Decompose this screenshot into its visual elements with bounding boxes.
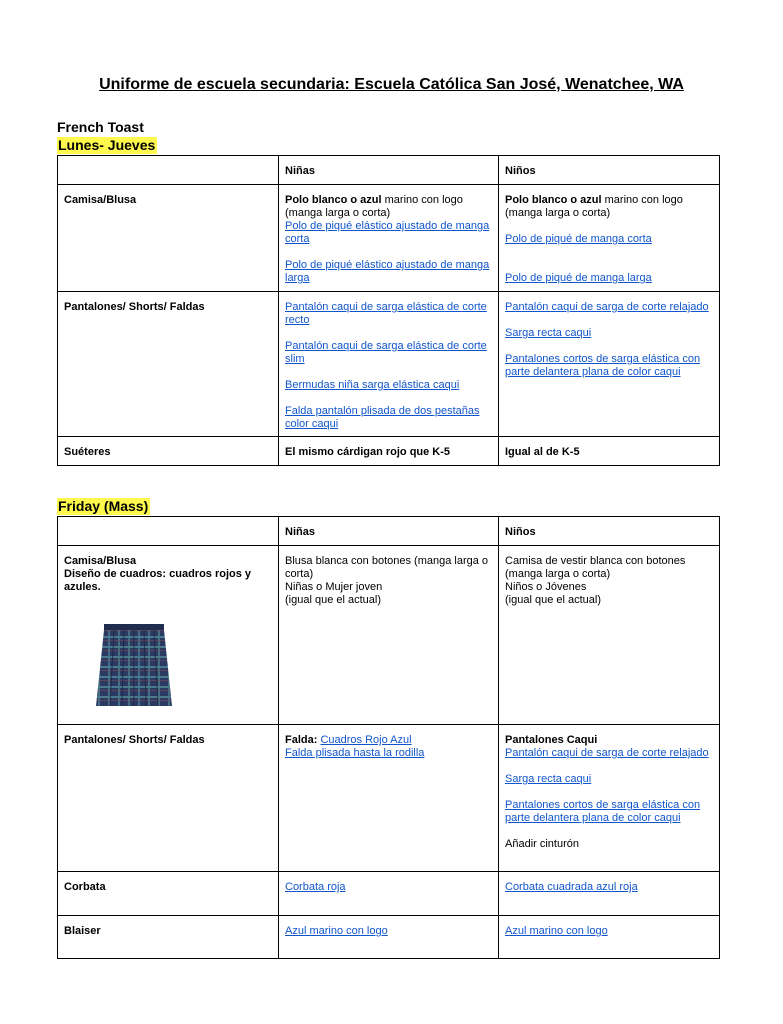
boys-pants-link[interactable]: Pantalones cortos de sarga elástica con parte delantera plana de color caqui — [505, 353, 701, 378]
boys-pants-link[interactable]: Sarga recta caqui — [505, 327, 592, 339]
row-label-shirt: Camisa/Blusa — [58, 185, 279, 292]
pleated-skirt-link[interactable]: Falda plisada hasta la rodilla — [285, 747, 425, 759]
table-row — [58, 185, 720, 292]
plaid-skirt-image — [94, 622, 174, 710]
table-row — [58, 916, 720, 959]
red-tie-link[interactable]: Corbata roja — [285, 881, 346, 893]
header-empty-cell — [58, 517, 279, 546]
girls-pants-link[interactable]: Pantalón caqui de sarga elástica de corte slim — [285, 340, 487, 365]
friday-uniform-table — [57, 516, 720, 959]
girls-shirt-line: Blusa blanca con botones (manga larga o corta) — [285, 555, 489, 580]
girls-pants-link[interactable]: Pantalón caqui de sarga elástica de corte recto — [285, 301, 487, 326]
table-row — [58, 872, 720, 916]
girls-blazer-link[interactable]: Azul marino con logo — [285, 925, 388, 937]
plaid-tie-link[interactable]: Corbata cuadrada azul roja — [505, 881, 638, 893]
row-label-blazer: Blaiser — [58, 916, 279, 959]
boys-pants-link[interactable]: Pantalones cortos de sarga elástica con parte delantera plana de color caqui — [505, 799, 701, 824]
girls-sweater-cell: El mismo cárdigan rojo que K-5 — [279, 437, 499, 466]
boys-pants-cell — [499, 725, 720, 872]
table-row — [58, 437, 720, 466]
row-label-sweaters: Suéteres — [58, 437, 279, 466]
girls-shirt-cell — [279, 546, 499, 725]
row-label-tie: Corbata — [58, 872, 279, 916]
section2-heading: Friday (Mass) — [58, 498, 149, 514]
girls-pants-link[interactable]: Falda pantalón plisada de dos pestañas color caqui — [285, 405, 480, 430]
table-row — [58, 292, 720, 437]
row-label-pants: Pantalones/ Shorts/ Faldas — [58, 725, 279, 872]
girls-pants-link[interactable]: Bermudas niña sarga elástica caqui — [285, 379, 460, 391]
girls-pants-cell — [279, 725, 499, 872]
boys-tie-cell — [499, 872, 720, 916]
header-girls: Niñas — [279, 156, 499, 185]
header-boys: Niños — [499, 156, 720, 185]
table-header-row — [58, 517, 720, 546]
boys-shirt-line: Camisa de vestir blanca con botones (manga larga o corta) — [505, 555, 686, 580]
page-title: Uniforme de escuela secundaria: Escuela Católica San José, Wenatchee, WA — [99, 76, 684, 93]
girls-polo-short-link[interactable]: Polo de piqué elástico ajustado de manga corta — [285, 220, 490, 245]
belt-note: Añadir cinturón — [505, 838, 579, 850]
boys-shirt-cell — [499, 546, 720, 725]
boys-shirt-cell — [499, 185, 720, 292]
boys-shirt-line: (igual que el actual) — [505, 594, 602, 606]
boys-blazer-cell — [499, 916, 720, 959]
weekday-uniform-table — [57, 155, 720, 466]
boys-shirt-line: Niños o Jóvenes — [505, 581, 587, 593]
table-row — [58, 725, 720, 872]
girls-blazer-cell — [279, 916, 499, 959]
boys-pants-heading: Pantalones Caqui — [505, 734, 598, 746]
table-row — [58, 546, 720, 725]
boys-pants-link[interactable]: Sarga recta caqui — [505, 773, 592, 785]
boys-polo-long-link[interactable]: Polo de piqué de manga larga — [505, 272, 652, 284]
header-boys: Niños — [499, 517, 720, 546]
boys-pants-cell — [499, 292, 720, 437]
section1-heading: Lunes- Jueves — [58, 137, 156, 153]
boys-pants-link[interactable]: Pantalón caqui de sarga de corte relajado — [505, 747, 709, 759]
girls-shirt-desc: Polo blanco o azul marino con logo (manga larga o corta) — [285, 194, 463, 219]
row-label-pants: Pantalones/ Shorts/ Faldas — [58, 292, 279, 437]
plaid-description: Diseño de cuadros: cuadros rojos y azules. — [64, 568, 252, 593]
girls-shirt-line: (igual que el actual) — [285, 594, 382, 606]
table-header-row — [58, 156, 720, 185]
girls-pants-cell — [279, 292, 499, 437]
header-girls: Niñas — [279, 517, 499, 546]
boys-blazer-link[interactable]: Azul marino con logo — [505, 925, 608, 937]
header-empty-cell — [58, 156, 279, 185]
girls-skirt-line: Falda: Cuadros Rojo Azul — [285, 734, 412, 746]
brand-heading: French Toast — [57, 119, 144, 135]
girls-shirt-line: Niñas o Mujer joven — [285, 581, 383, 593]
boys-shirt-desc: Polo blanco o azul marino con logo (manga larga o corta) — [505, 194, 683, 219]
girls-tie-cell — [279, 872, 499, 916]
girls-shirt-cell — [279, 185, 499, 292]
boys-sweater-cell: Igual al de K-5 — [499, 437, 720, 466]
boys-pants-link[interactable]: Pantalón caqui de sarga de corte relajado — [505, 301, 709, 313]
boys-polo-short-link[interactable]: Polo de piqué de manga corta — [505, 233, 652, 245]
plaid-red-blue-link[interactable]: Cuadros Rojo Azul — [320, 734, 412, 746]
girls-polo-long-link[interactable]: Polo de piqué elástico ajustado de manga larga — [285, 259, 490, 284]
row-label-shirt-text: Camisa/Blusa — [64, 555, 137, 567]
row-label-shirt — [58, 546, 279, 725]
